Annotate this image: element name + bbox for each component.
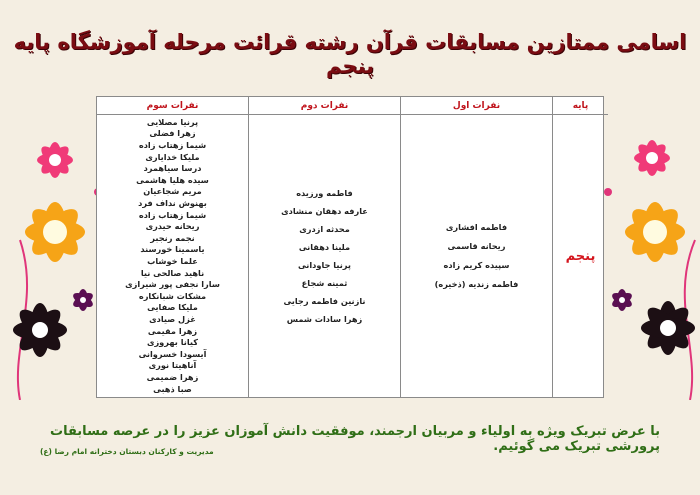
student-name: ملیکا خدایاری [145,151,200,162]
student-name: ریحانه قاسمی [447,241,506,251]
student-name: ناهید صالحی نیا [140,267,205,278]
flower-decoration-left [0,100,100,400]
student-name: سیده هلیا هاشمی [136,174,209,185]
second-place-cell [249,115,401,398]
student-name: پرنیا مصلایی [146,116,199,127]
student-name: زهرا ضمیمی [146,371,199,382]
first-place-cell [401,115,553,398]
congratulations-message: با عرض تبریک ویژه به اولیاء و مربیان ارجمند، موفقیت دانش آموزان عزیز را در عرصه مسابقات پرورشی تبریک می گوئیم. [50,424,660,454]
student-name: ریحانه حیدری [145,221,200,232]
header-third-place: نفرات سوم [97,97,249,115]
student-name: کیانا بهروزی [146,337,199,348]
header-first-place: نفرات اول [401,97,553,115]
student-name: پرنیا جاودانی [298,260,351,270]
student-name: زهرا فضلی [149,128,196,139]
student-name: سپیده کریم زاده [443,260,510,270]
student-name: زهرا سادات شمس [286,314,363,324]
student-name: سارا نجفی پور شیرازی [125,279,220,290]
student-name: نجمه رنجبر [150,232,195,243]
student-name: فاطمه ورزیده [296,188,353,198]
student-name: درسا سیاهمرد [143,163,202,174]
page-title: اسامی ممتازین مسابقات قرآن رشته قرائت مرحله آموزشگاه پایه پنجم [13,30,687,78]
winners-table [96,96,604,398]
student-name: شیما زهتاب زاده [138,140,207,151]
student-name: عارفه دهقان منشادی [281,206,368,216]
student-name: شیما زهتاب زاده [138,209,207,220]
student-name: فاطمه افشاری [445,222,508,232]
student-name: علما خوشاب [147,256,198,266]
student-name: مشکات شبانکاره [138,290,207,301]
signature: مدیریت و کارکنان دبستان دخترانه امام رضا (ع) [40,447,214,456]
third-place-cell [97,115,249,398]
student-name: صبا ذهبی [153,383,192,394]
student-name: نازنین فاطمه رجایی [283,296,366,306]
student-name: زهرا مقیمی [147,325,198,336]
student-name: آیسودا خسروانی [138,348,207,359]
student-name: محدثه ازدری [299,224,350,234]
student-name: مریم شجاعیان [143,186,202,197]
header-grade: پایه [553,97,609,115]
student-name: غزل صیادی [149,313,196,324]
student-name: ثمینه شجاع [301,278,348,288]
student-name: یاسمینا خورسند [140,244,205,255]
header-second-place: نفرات دوم [249,97,401,115]
student-name: ملینا دهقانی [298,242,351,252]
grade-cell: پنجم [553,115,609,398]
flower-decoration-right [600,100,700,400]
student-name: ملیکا صفایی [147,302,198,313]
student-name: آناهیتا نوری [148,360,197,371]
student-name: بهنوش نداف فرد [138,198,207,209]
student-name: فاطمه زندیه (ذخیره) [434,279,519,289]
